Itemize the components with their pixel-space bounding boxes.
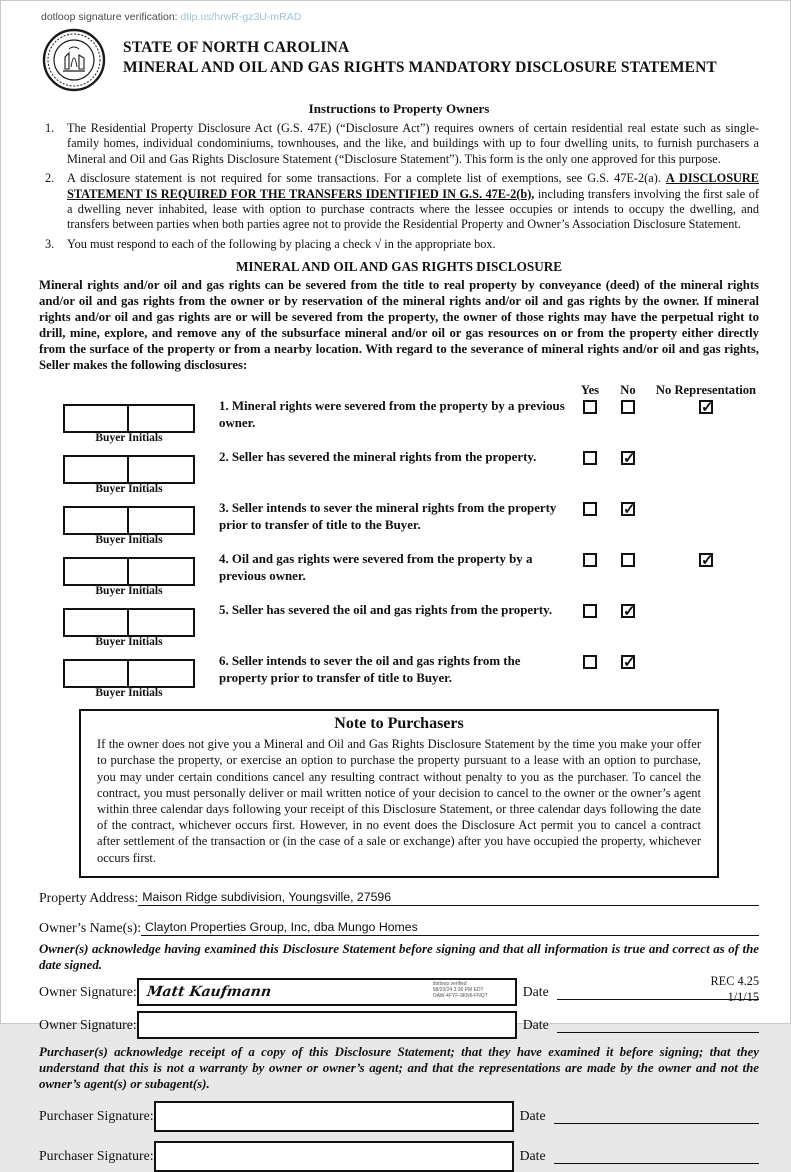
buyer-initials-cell xyxy=(63,398,209,444)
purchaser-signature-row-2 xyxy=(39,1141,759,1172)
checkbox-no[interactable] xyxy=(621,604,635,618)
stamp-line-2: 08/20/24 3:36 PM EDT xyxy=(432,987,484,994)
owner-acknowledgement: Owner(s) acknowledge having examined this Disclosure Statement before signing and that all information is true and correct as of the date signed. xyxy=(39,941,759,972)
owners-names-label: Owner’s Name(s): xyxy=(39,919,142,935)
checkbox-cell xyxy=(571,551,609,567)
questions-rows xyxy=(39,398,759,699)
instruction-number: 2. xyxy=(45,171,55,186)
checkbox-cell xyxy=(609,602,647,618)
owner-signature-row-1 xyxy=(39,978,759,1006)
owners-names-field[interactable]: Clayton Properties Group, Inc, dba Mungo Homes xyxy=(141,920,759,936)
purchaser-date-field-2[interactable] xyxy=(554,1148,759,1164)
column-header-no-representation: No Representation xyxy=(655,383,757,398)
checkbox-no[interactable] xyxy=(621,502,635,516)
checkbox-no[interactable] xyxy=(621,451,635,465)
question-row xyxy=(39,602,759,648)
buyer-initials-box[interactable] xyxy=(63,506,129,535)
owner-date-field-2[interactable] xyxy=(557,1017,759,1033)
date-label: Date xyxy=(519,1148,546,1164)
instruction-text-pre: The Residential Property Disclosure Act (G.S. 47E) (“Disclosure Act”) requires owners of certain residential real estate such as single-family homes, individual condominiums, townhouses, and the like, and buildings with up to four dwelling units, to furnish purchasers a Mineral and Oil and Gas Rights Disclosure Statement (“Disclosure Statement”). This form is the only one approved for this purpose. xyxy=(67,121,759,166)
checkbox-cell xyxy=(571,653,609,669)
buyer-initials-boxes xyxy=(63,608,195,637)
instruction-item xyxy=(39,121,759,167)
note-heading: Note to Purchasers xyxy=(334,715,464,733)
checkbox-no-representation[interactable] xyxy=(699,400,713,414)
instruction-text xyxy=(67,171,759,233)
checkbox-cell xyxy=(571,398,609,414)
question-row xyxy=(39,398,759,444)
instruction-text-pre: You must respond to each of the following by placing a check √ in the appropriate box. xyxy=(67,236,496,251)
purchaser-signature-field-2[interactable] xyxy=(154,1141,514,1172)
date-label: Date xyxy=(519,1108,546,1124)
note-body: If the owner does not give you a Mineral and Oil and Gas Rights Disclosure Statement by the time you make your offer to purchase the property, or exercise an option to purchase the property pursuant to a lease with an option to purchase, you may under certain conditions cancel any resulting contract without penalty to you as the purchaser. To cancel the contract, you must personally deliver or mail written notice of your decision to cancel to the owner or the owner’s agent within three calendar days following your receipt of this Disclosure Statement, or three calendar days following the date of the contract, whichever occurs first. However, in no event does the Disclosure Act permit you to cancel a contract after settlement of the transaction or (in the case of a sale or exchange) after you have occupied the property, whichever occurs first. xyxy=(97,737,701,865)
question-row xyxy=(39,449,759,495)
checkbox-yes[interactable] xyxy=(583,604,597,618)
question-text: 1. Mineral rights were severed from the property by a previous owner. xyxy=(219,399,565,430)
buyer-initials-label: Buyer Initials xyxy=(95,432,163,445)
question-row xyxy=(39,653,759,699)
buyer-initials-boxes xyxy=(63,659,195,688)
buyer-initials-cell xyxy=(63,449,209,495)
purchaser-signature-field-1[interactable] xyxy=(154,1101,514,1132)
question-text: 2. Seller has severed the mineral rights from the property. xyxy=(219,450,537,465)
buyer-initials-label: Buyer Initials xyxy=(95,585,163,598)
form-code: REC 4.25 xyxy=(710,974,759,988)
buyer-initials-boxes xyxy=(63,506,195,535)
question-row xyxy=(39,551,759,597)
buyer-initials-cell xyxy=(63,500,209,546)
property-address-line xyxy=(39,890,759,906)
question-text: 6. Seller intends to sever the oil and gas rights from the property prior to transfer of title to Buyer. xyxy=(219,654,521,685)
purchaser-acknowledgement: Purchaser(s) acknowledge receipt of a copy of this Disclosure Statement; that they have examined it before signing; that they understand that this is not a warranty by owner or owner’s agent; and that the representations are made by the owner and not the owner’s agent(s) or subagent(s). xyxy=(39,1045,759,1092)
owner-signature-label: Owner Signature: xyxy=(39,1017,137,1033)
stamp-line-3: OAW-4FYF-9KN6-FNQT xyxy=(432,993,488,1000)
page-subtitle: MINERAL AND OIL AND GAS RIGHTS MANDATORY DISCLOSURE STATEMENT xyxy=(123,59,717,76)
no-representation-cell xyxy=(647,551,765,567)
form-revision-date: 1/1/15 xyxy=(727,990,759,1004)
owner-signature-field-2[interactable] xyxy=(137,1011,517,1039)
title-block xyxy=(123,27,717,77)
buyer-initials-cell xyxy=(63,551,209,597)
instruction-item xyxy=(39,171,759,233)
no-representation-cell xyxy=(647,653,765,655)
buyer-initials-box[interactable] xyxy=(63,455,129,484)
instruction-text xyxy=(67,237,759,252)
checkbox-yes[interactable] xyxy=(583,655,597,669)
checkbox-cell xyxy=(571,449,609,465)
buyer-initials-box[interactable] xyxy=(129,455,195,484)
instruction-number: 1. xyxy=(45,121,55,135)
property-address-field[interactable]: Maison Ridge subdivision, Youngsville, 27596 xyxy=(138,890,759,906)
purchaser-signature-label: Purchaser Signature: xyxy=(39,1108,154,1124)
form-footer xyxy=(710,973,759,1005)
buyer-initials-box[interactable] xyxy=(129,404,195,433)
column-header-no: No xyxy=(620,383,636,398)
instruction-text-post: including transfers involving the first sale of a dwelling never inhabited, lease with option to purchase contracts where the lessee occupies or intends to occupy the dwelling, and transfers between parties when both parties agree not to provide the Residential Property and Owner’s Association Disclosure Statement. xyxy=(67,186,760,232)
disclosure-body: Mineral rights and/or oil and gas rights can be severed from the title to real property by conveyance (deed) of the mineral rights and/or oil and gas rights from the owner or by reservation of the mineral rights and/or oil and gas rights by the owner. If mineral rights and/or oil and gas rights are or will be severed from the property, the owner of those rights may have the perpetual right to drill, mine, explore, and remove any of the subsurface mineral and/or oil or gas resources on or from the property either directly from the surface of the property or from a nearby location. With regard to the severance of mineral rights and/or oil and gas rights, Seller makes the following disclosures: xyxy=(39,278,759,373)
checkbox-cell xyxy=(571,500,609,516)
checkbox-no[interactable] xyxy=(621,655,635,669)
checkbox-no[interactable] xyxy=(621,400,635,414)
checkbox-yes[interactable] xyxy=(583,553,597,567)
buyer-initials-cell xyxy=(63,653,209,699)
buyer-initials-boxes xyxy=(63,455,195,484)
checkbox-no-representation[interactable] xyxy=(699,553,713,567)
no-representation-cell xyxy=(647,500,765,502)
instruction-text-pre: A disclosure statement is not required for some transactions. For a complete list of exemptions, see G.S. 47E-2(a). xyxy=(67,171,666,186)
buyer-initials-boxes xyxy=(63,557,195,586)
owner-signature-field-1[interactable] xyxy=(137,978,517,1006)
owner-signature-row-2 xyxy=(39,1011,759,1039)
instruction-item xyxy=(39,237,759,252)
no-representation-cell xyxy=(647,449,765,451)
owner-signature-label: Owner Signature: xyxy=(39,984,137,1000)
instruction-text-emphasis: A DISCLOSURE STATEMENT IS REQUIRED FOR THE TRANSFERS IDENTIFIED IN G.S. 47E-2(b), xyxy=(67,171,759,201)
question-text: 5. Seller has severed the oil and gas rights from the property. xyxy=(219,603,553,618)
checkbox-yes[interactable] xyxy=(583,400,597,414)
question-row xyxy=(39,500,759,546)
purchaser-date-field-1[interactable] xyxy=(554,1108,759,1124)
buyer-initials-box[interactable] xyxy=(129,608,195,637)
column-header-yes: Yes xyxy=(580,383,600,398)
questions-section xyxy=(39,383,759,699)
page-title: STATE OF NORTH CAROLINA xyxy=(123,39,350,56)
stamp-line-1: dotloop verified xyxy=(432,981,467,988)
checkbox-cell xyxy=(609,653,647,669)
purchaser-signature-row-1 xyxy=(39,1101,759,1132)
disclosure-heading: MINERAL AND OIL AND GAS RIGHTS DISCLOSURE xyxy=(235,259,563,275)
owner-signature-value: Matt Kaufmann xyxy=(145,984,272,1001)
buyer-initials-label: Buyer Initials xyxy=(95,483,163,496)
property-address-label: Property Address: xyxy=(39,889,139,905)
instructions-heading: Instructions to Property Owners xyxy=(308,101,490,116)
buyer-initials-label: Buyer Initials xyxy=(95,687,163,700)
checkbox-cell xyxy=(609,551,647,567)
verification-label: dotloop signature verification: xyxy=(41,11,178,23)
instruction-text xyxy=(67,121,759,167)
buyer-initials-cell xyxy=(63,602,209,648)
buyer-initials-box[interactable] xyxy=(63,404,129,433)
checkbox-cell xyxy=(609,449,647,465)
buyer-initials-label: Buyer Initials xyxy=(95,534,163,547)
no-representation-cell xyxy=(647,398,765,414)
buyer-initials-label: Buyer Initials xyxy=(95,636,163,649)
checkbox-yes[interactable] xyxy=(583,451,597,465)
checkbox-cell xyxy=(609,500,647,516)
owners-names-line xyxy=(39,920,759,936)
buyer-initials-box[interactable] xyxy=(63,608,129,637)
verification-line xyxy=(39,7,759,25)
note-to-purchasers-box xyxy=(79,709,719,878)
checkbox-cell xyxy=(571,602,609,618)
instruction-number: 3. xyxy=(45,236,55,251)
buyer-initials-box[interactable] xyxy=(129,506,195,535)
questions-header xyxy=(39,383,759,398)
checkbox-no[interactable] xyxy=(621,553,635,567)
date-label: Date xyxy=(522,1017,549,1033)
buyer-initials-box[interactable] xyxy=(63,659,129,688)
verification-link[interactable]: dtlp.us/hrwR-gz3U-mRAD xyxy=(180,11,302,23)
date-label: Date xyxy=(522,984,549,1000)
buyer-initials-boxes xyxy=(63,404,195,433)
instructions-list xyxy=(39,121,759,252)
dotloop-verified-stamp xyxy=(433,981,513,999)
question-text: 3. Seller intends to sever the mineral rights from the property prior to transfer of title to the Buyer. xyxy=(219,501,557,532)
buyer-initials-box[interactable] xyxy=(129,659,195,688)
checkbox-yes[interactable] xyxy=(583,502,597,516)
no-representation-cell xyxy=(647,602,765,604)
nc-real-estate-commission-seal xyxy=(41,27,107,93)
checkbox-cell xyxy=(609,398,647,414)
buyer-initials-box[interactable] xyxy=(129,557,195,586)
document-header xyxy=(39,27,759,93)
purchaser-signature-label: Purchaser Signature: xyxy=(39,1148,154,1164)
buyer-initials-box[interactable] xyxy=(63,557,129,586)
question-text: 4. Oil and gas rights were severed from the property by a previous owner. xyxy=(219,552,533,583)
